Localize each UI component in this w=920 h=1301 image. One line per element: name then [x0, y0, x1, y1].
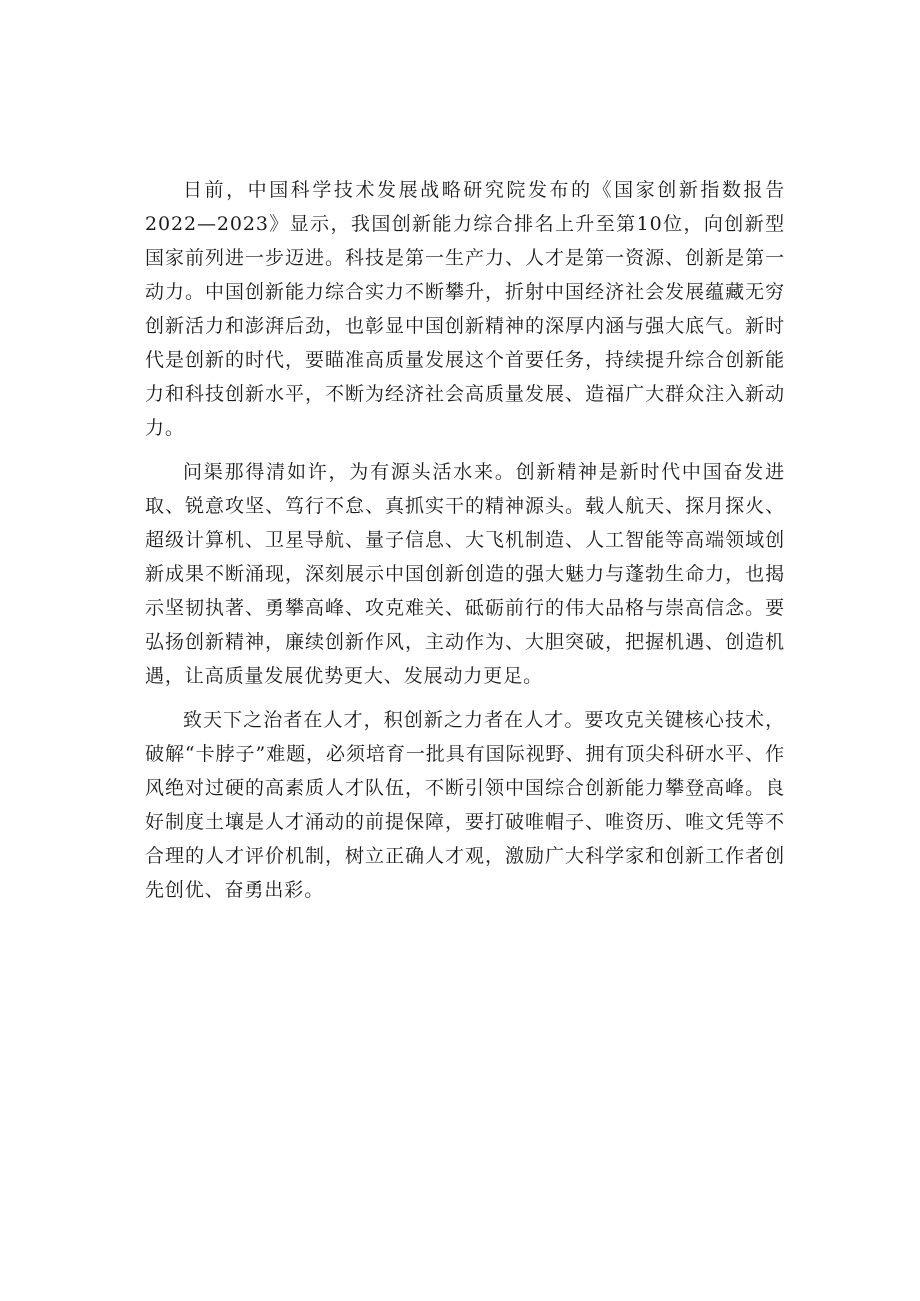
paragraph-2: 问渠那得清如许，为有源头活水来。创新精神是新时代中国奋发进取、锐意攻坚、笃行不怠、真抓实干的精神源头。载人航天、探月探火、超级计算机、卫星导航、量子信息、大飞机制造、人工智能等高端领域创新成果不断涌现，深刻展示中国创新创造的强大魅力与蓬勃生命力，也揭示坚韧执著、勇攀高峰、攻克难关、砥砺前行的伟大品格与崇高信念。要弘扬创新精神，廉续创新作风，主动作为、大胆突破，把握机遇、创造机遇，让高质量发展优势更大、发展动力更足。 [145, 461, 785, 687]
article-body [145, 173, 785, 917]
paragraph-1: 日前，中国科学技术发展战略研究院发布的《国家创新指数报告2022—2023》显示，我国创新能力综合排名上升至第10位，向创新型国家前列进一步迈进。科技是第一生产力、人才是第一资源、创新是第一动力。中国创新能力综合实力不断攀升，折射中国经济社会发展蕴藏无穷创新活力和澎湃后劲，也彰显中国创新精神的深厚内涵与强大底气。新时代是创新的时代，要瞄准高质量发展这个首要任务，持续提升综合创新能力和科技创新水平，不断为经济社会高质量发展、造福广大群众注入新动力。 [145, 179, 785, 439]
paragraph-3: 致天下之治者在人才，积创新之力者在人才。要攻克关键核心技术，破解“卡脖子”难题，必须培育一批具有国际视野、拥有顶尖科研水平、作风绝对过硬的高素质人才队伍，不断引领中国综合创新能力攀登高峰。良好制度土壤是人才涌动的前提保障，要打破唯帽子、唯资历、唯文凭等不合理的人才评价机制，树立正确人才观，激励广大科学家和创新工作者创先创优、奋勇出彩。 [145, 709, 785, 901]
